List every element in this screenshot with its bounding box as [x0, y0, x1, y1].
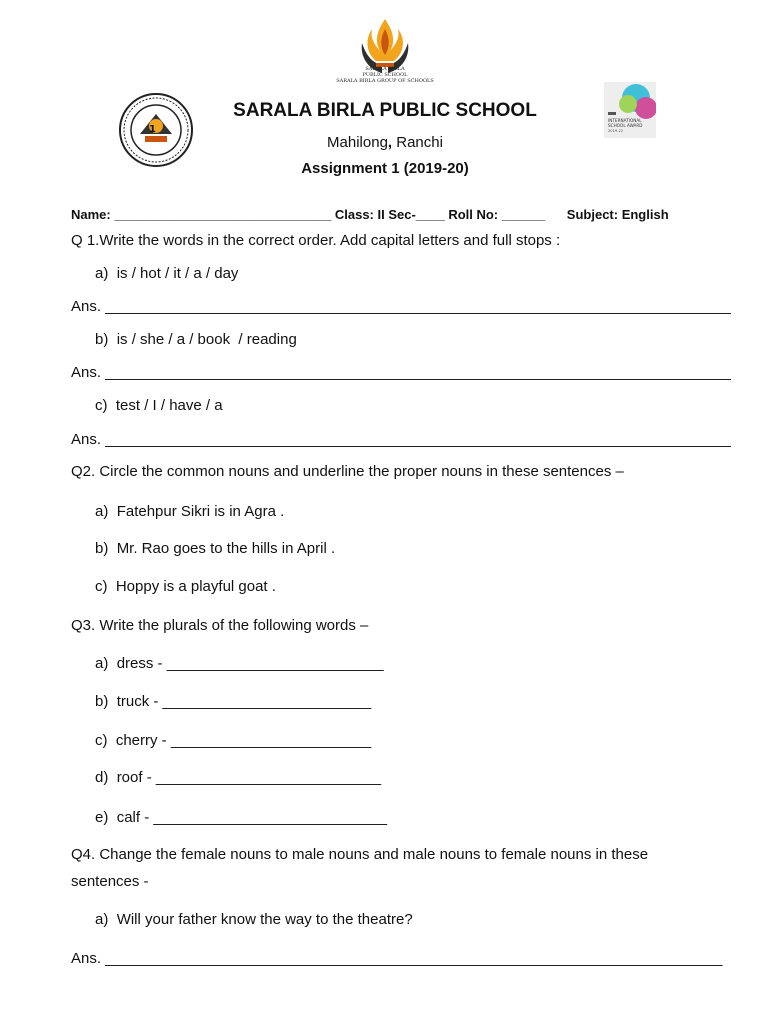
- item-text: calf - ____________________________: [116, 809, 387, 826]
- question-2-prompt: Q2. Circle the common nouns and underline the proper nouns in these sentences –: [71, 463, 624, 480]
- item-label: b): [95, 331, 109, 348]
- location-comma: ,: [387, 134, 393, 151]
- item-label: b): [95, 540, 109, 557]
- student-info-line: Name: ______________________________ Class: II Sec-____ Roll No: ______ Subject: English: [71, 207, 669, 222]
- q1-item-a: [95, 265, 238, 282]
- q1-answer-line-b: Ans. ___________________________________________________________________________: [71, 364, 731, 381]
- item-text: test / I / have / a: [115, 397, 223, 414]
- item-text: Hoppy is a playful goat .: [115, 578, 276, 595]
- q1-answer-line-c: Ans. ___________________________________________________________________________: [71, 431, 731, 448]
- flame-logo-caption-3: SARALA BIRLA GROUP OF SCHOOLS: [336, 78, 434, 84]
- question-4-prompt-line-2: sentences -: [71, 873, 149, 890]
- item-label: a): [95, 911, 109, 928]
- q3-item-b: [95, 693, 371, 710]
- q2-item-c: [95, 578, 276, 595]
- school-location: [0, 134, 770, 151]
- question-4-prompt-line-1: Q4. Change the female nouns to male nouns and male nouns to female nouns in these: [71, 846, 649, 863]
- item-text: roof - ___________________________: [116, 769, 382, 786]
- item-label: a): [95, 503, 109, 520]
- school-name: SARALA BIRLA PUBLIC SCHOOL: [233, 100, 537, 121]
- item-text: truck - _________________________: [116, 693, 372, 710]
- item-label: c): [95, 397, 108, 414]
- assignment-title: Assignment 1 (2019-20): [301, 160, 469, 177]
- item-text: Will your father know the way to the theatre?: [116, 911, 413, 928]
- item-label: c): [95, 578, 108, 595]
- item-text: Fatehpur Sikri is in Agra .: [116, 503, 285, 520]
- flame-logo-caption-1: SARALA BIRLA: [365, 66, 405, 72]
- q4-answer-line: Ans. __________________________________________________________________________: [71, 950, 723, 967]
- item-text: cherry - ________________________: [115, 732, 372, 749]
- q1-item-b: [95, 331, 297, 348]
- flame-logo-caption-2: PUBLIC SCHOOL: [362, 72, 408, 78]
- svg-text:1: 1: [149, 124, 156, 135]
- q2-item-b: [95, 540, 335, 557]
- q3-item-c: [95, 732, 371, 749]
- award-badge-line-2: SCHOOL AWARD: [608, 123, 643, 128]
- item-label: d): [95, 769, 109, 786]
- item-label: a): [95, 265, 109, 282]
- item-text: Mr. Rao goes to the hills in April .: [116, 540, 336, 557]
- award-badge-line-3: 2019-22: [608, 129, 624, 133]
- item-text: dress - __________________________: [116, 655, 384, 672]
- question-1-prompt: Q 1.Write the words in the correct order. Add capital letters and full stops :: [71, 232, 561, 249]
- item-label: a): [95, 655, 109, 672]
- item-text: is / hot / it / a / day: [116, 265, 239, 282]
- q2-item-a: [95, 503, 284, 520]
- q3-item-a: [95, 655, 384, 672]
- item-label: c): [95, 732, 108, 749]
- q3-item-d: [95, 769, 381, 786]
- item-label: b): [95, 693, 109, 710]
- q4-item-a: [95, 911, 413, 928]
- award-badge-line-1: INTERNATIONAL: [608, 118, 642, 123]
- item-label: e): [95, 809, 109, 826]
- q1-answer-line-a: Ans. ___________________________________________________________________________: [71, 298, 731, 315]
- q3-item-e: [95, 809, 387, 826]
- question-3-prompt: Q3. Write the plurals of the following words –: [71, 617, 369, 634]
- location-part-2: Ranchi: [392, 134, 443, 151]
- item-text: is / she / a / book / reading: [116, 331, 297, 348]
- q1-item-c: [95, 397, 223, 414]
- location-part-1: Mahilong: [327, 134, 388, 151]
